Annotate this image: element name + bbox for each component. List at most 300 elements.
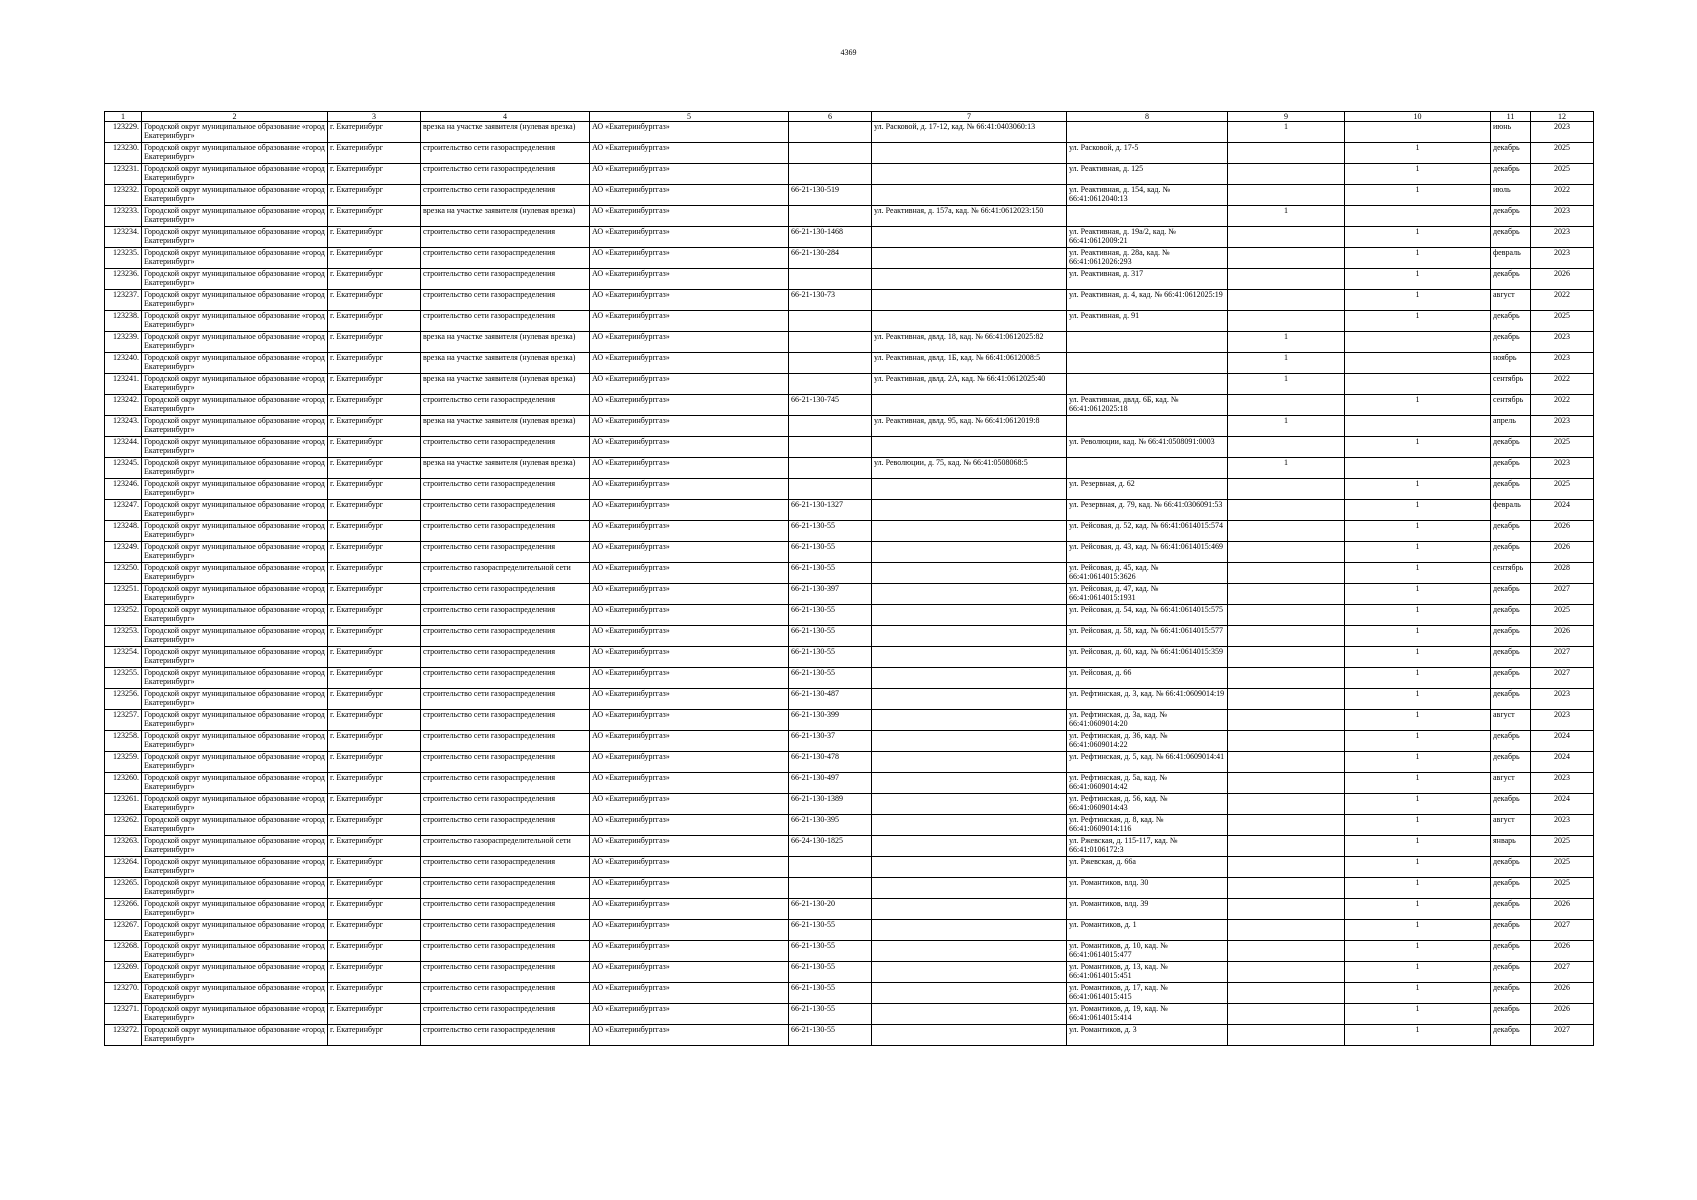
cell-municipality: Городской округ муниципальное образование «город Екатеринбург»: [142, 710, 328, 731]
cell-row-number: 123263.: [105, 836, 142, 857]
cell-municipality: Городской округ муниципальное образование «город Екатеринбург»: [142, 206, 328, 227]
cell-organization: АО «Екатеринбурггаз»: [590, 542, 789, 563]
cell-year: 2026: [1531, 1004, 1594, 1025]
cell-network-address: ул. Романтиков, д. 19, кад. № 66:41:0614015:414: [1067, 1004, 1228, 1025]
cell-row-number: 123252.: [105, 605, 142, 626]
cell-network-address: ул. Романтиков, д. 3: [1067, 1025, 1228, 1046]
cell-municipality: Городской округ муниципальное образование «город Екатеринбург»: [142, 1004, 328, 1025]
table-row: [105, 605, 1594, 626]
cell-connections-applicant: [1228, 290, 1345, 311]
cell-applicant-address: [872, 605, 1067, 626]
cell-year: 2024: [1531, 500, 1594, 521]
cell-month: август: [1491, 290, 1531, 311]
cell-connections-applicant: [1228, 248, 1345, 269]
cell-connections-applicant: [1228, 962, 1345, 983]
cell-row-number: 123239.: [105, 332, 142, 353]
cell-year: 2022: [1531, 185, 1594, 206]
cell-connections-network: 1: [1345, 920, 1491, 941]
cell-locality: г. Екатеринбург: [328, 563, 421, 584]
cell-applicant-address: [872, 311, 1067, 332]
column-header: 3: [328, 112, 421, 122]
cell-applicant-address: ул. Реактивная, двлд. 95, кад. № 66:41:0612019:8: [872, 416, 1067, 437]
cell-network-address: ул. Рейсовая, д. 66: [1067, 668, 1228, 689]
table-row: [105, 248, 1594, 269]
cell-locality: г. Екатеринбург: [328, 521, 421, 542]
cell-connections-applicant: [1228, 815, 1345, 836]
cell-month: сентябрь: [1491, 563, 1531, 584]
cell-month: декабрь: [1491, 752, 1531, 773]
cell-month: апрель: [1491, 416, 1531, 437]
cell-work-type: врезка на участке заявителя (нулевая врезка): [421, 416, 590, 437]
cell-connections-applicant: [1228, 752, 1345, 773]
cell-work-type: строительство сети газораспределения: [421, 269, 590, 290]
cell-work-type: строительство сети газораспределения: [421, 164, 590, 185]
cell-connections-applicant: [1228, 899, 1345, 920]
cell-applicant-address: [872, 437, 1067, 458]
cell-connections-applicant: [1228, 878, 1345, 899]
table-row: [105, 1025, 1594, 1046]
cell-connections-network: [1345, 458, 1491, 479]
cell-work-type: строительство сети газораспределения: [421, 437, 590, 458]
cell-project-code: [789, 332, 872, 353]
cell-month: декабрь: [1491, 269, 1531, 290]
cell-connections-network: [1345, 416, 1491, 437]
cell-network-address: ул. Романтиков, д. 10, кад. № 66:41:0614015:477: [1067, 941, 1228, 962]
table-row: [105, 899, 1594, 920]
cell-work-type: строительство сети газораспределения: [421, 584, 590, 605]
cell-row-number: 123244.: [105, 437, 142, 458]
table-row: [105, 332, 1594, 353]
cell-organization: АО «Екатеринбурггаз»: [590, 941, 789, 962]
cell-connections-network: 1: [1345, 878, 1491, 899]
column-header: 6: [789, 112, 872, 122]
cell-month: декабрь: [1491, 143, 1531, 164]
cell-organization: АО «Екатеринбурггаз»: [590, 773, 789, 794]
cell-project-code: [789, 122, 872, 143]
cell-organization: АО «Екатеринбурггаз»: [590, 815, 789, 836]
cell-locality: г. Екатеринбург: [328, 500, 421, 521]
cell-network-address: ул. Реактивная, д. 19а/2, кад. № 66:41:0612009:21: [1067, 227, 1228, 248]
cell-applicant-address: [872, 983, 1067, 1004]
cell-connections-applicant: [1228, 983, 1345, 1004]
cell-row-number: 123264.: [105, 857, 142, 878]
cell-organization: АО «Екатеринбурггаз»: [590, 500, 789, 521]
cell-municipality: Городской округ муниципальное образование «город Екатеринбург»: [142, 983, 328, 1004]
cell-organization: АО «Екатеринбурггаз»: [590, 206, 789, 227]
cell-applicant-address: [872, 269, 1067, 290]
cell-applicant-address: [872, 1004, 1067, 1025]
page-number: 4369: [840, 48, 857, 57]
cell-network-address: ул. Революции, кад. № 66:41:0508091:0003: [1067, 437, 1228, 458]
cell-project-code: 66-21-130-399: [789, 710, 872, 731]
cell-year: 2026: [1531, 521, 1594, 542]
cell-month: сентябрь: [1491, 395, 1531, 416]
cell-network-address: [1067, 458, 1228, 479]
cell-municipality: Городской округ муниципальное образование «город Екатеринбург»: [142, 941, 328, 962]
table-row: [105, 143, 1594, 164]
cell-network-address: ул. Реактивная, д. 28а, кад. № 66:41:0612026:293: [1067, 248, 1228, 269]
cell-connections-applicant: [1228, 794, 1345, 815]
cell-municipality: Городской округ муниципальное образование «город Екатеринбург»: [142, 458, 328, 479]
cell-project-code: 66-21-130-37: [789, 731, 872, 752]
cell-year: 2025: [1531, 605, 1594, 626]
cell-applicant-address: [872, 836, 1067, 857]
cell-work-type: строительство сети газораспределения: [421, 542, 590, 563]
cell-network-address: ул. Ржевская, д. 115-117, кад. № 66:41:0106172:3: [1067, 836, 1228, 857]
cell-locality: г. Екатеринбург: [328, 626, 421, 647]
table-row: [105, 437, 1594, 458]
cell-connections-applicant: 1: [1228, 458, 1345, 479]
cell-municipality: Городской округ муниципальное образование «город Екатеринбург»: [142, 290, 328, 311]
table-row: [105, 290, 1594, 311]
cell-municipality: Городской округ муниципальное образование «город Екатеринбург»: [142, 794, 328, 815]
cell-connections-applicant: [1228, 689, 1345, 710]
cell-applicant-address: [872, 857, 1067, 878]
column-header: 5: [590, 112, 789, 122]
cell-locality: г. Екатеринбург: [328, 248, 421, 269]
cell-locality: г. Екатеринбург: [328, 836, 421, 857]
cell-year: 2023: [1531, 458, 1594, 479]
cell-locality: г. Екатеринбург: [328, 941, 421, 962]
cell-row-number: 123236.: [105, 269, 142, 290]
cell-year: 2025: [1531, 143, 1594, 164]
cell-municipality: Городской округ муниципальное образование «город Екатеринбург»: [142, 773, 328, 794]
cell-work-type: строительство сети газораспределения: [421, 794, 590, 815]
cell-locality: г. Екатеринбург: [328, 353, 421, 374]
cell-row-number: 123229.: [105, 122, 142, 143]
table-row: [105, 395, 1594, 416]
cell-work-type: строительство сети газораспределения: [421, 290, 590, 311]
cell-locality: г. Екатеринбург: [328, 227, 421, 248]
cell-organization: АО «Екатеринбурггаз»: [590, 584, 789, 605]
cell-month: ноябрь: [1491, 353, 1531, 374]
cell-work-type: строительство сети газораспределения: [421, 899, 590, 920]
cell-project-code: 66-21-130-55: [789, 563, 872, 584]
cell-municipality: Городской округ муниципальное образование «город Екатеринбург»: [142, 878, 328, 899]
cell-work-type: строительство сети газораспределения: [421, 962, 590, 983]
cell-applicant-address: [872, 794, 1067, 815]
table-row: [105, 668, 1594, 689]
column-header: 12: [1531, 112, 1594, 122]
cell-work-type: врезка на участке заявителя (нулевая врезка): [421, 353, 590, 374]
cell-month: июнь: [1491, 122, 1531, 143]
cell-work-type: строительство сети газораспределения: [421, 941, 590, 962]
cell-locality: г. Екатеринбург: [328, 311, 421, 332]
cell-project-code: 66-21-130-497: [789, 773, 872, 794]
cell-row-number: 123241.: [105, 374, 142, 395]
cell-month: декабрь: [1491, 689, 1531, 710]
cell-connections-network: 1: [1345, 962, 1491, 983]
cell-work-type: строительство сети газораспределения: [421, 878, 590, 899]
cell-connections-network: 1: [1345, 983, 1491, 1004]
cell-year: 2025: [1531, 311, 1594, 332]
cell-work-type: врезка на участке заявителя (нулевая врезка): [421, 332, 590, 353]
cell-locality: г. Екатеринбург: [328, 1004, 421, 1025]
cell-organization: АО «Екатеринбурггаз»: [590, 395, 789, 416]
cell-connections-network: 1: [1345, 500, 1491, 521]
cell-row-number: 123256.: [105, 689, 142, 710]
cell-organization: АО «Екатеринбурггаз»: [590, 920, 789, 941]
cell-locality: г. Екатеринбург: [328, 668, 421, 689]
cell-month: декабрь: [1491, 206, 1531, 227]
cell-network-address: ул. Рейсовая, д. 52, кад. № 66:41:0614015:574: [1067, 521, 1228, 542]
table-row: [105, 752, 1594, 773]
table-row: [105, 1004, 1594, 1025]
cell-organization: АО «Екатеринбурггаз»: [590, 458, 789, 479]
cell-connections-applicant: 1: [1228, 122, 1345, 143]
cell-row-number: 123266.: [105, 899, 142, 920]
cell-year: 2025: [1531, 836, 1594, 857]
cell-connections-network: 1: [1345, 227, 1491, 248]
cell-municipality: Городской округ муниципальное образование «город Екатеринбург»: [142, 815, 328, 836]
cell-locality: г. Екатеринбург: [328, 857, 421, 878]
cell-connections-network: 1: [1345, 689, 1491, 710]
cell-municipality: Городской округ муниципальное образование «город Екатеринбург»: [142, 185, 328, 206]
cell-row-number: 123231.: [105, 164, 142, 185]
cell-row-number: 123269.: [105, 962, 142, 983]
cell-month: декабрь: [1491, 311, 1531, 332]
cell-locality: г. Екатеринбург: [328, 269, 421, 290]
cell-connections-applicant: [1228, 920, 1345, 941]
cell-connections-applicant: 1: [1228, 416, 1345, 437]
cell-month: декабрь: [1491, 920, 1531, 941]
table-row: [105, 185, 1594, 206]
cell-applicant-address: ул. Революции, д. 75, кад. № 66:41:0508068:5: [872, 458, 1067, 479]
cell-row-number: 123250.: [105, 563, 142, 584]
cell-municipality: Городской округ муниципальное образование «город Екатеринбург»: [142, 584, 328, 605]
cell-year: 2022: [1531, 395, 1594, 416]
cell-applicant-address: [872, 542, 1067, 563]
cell-organization: АО «Екатеринбурггаз»: [590, 857, 789, 878]
cell-row-number: 123243.: [105, 416, 142, 437]
cell-row-number: 123251.: [105, 584, 142, 605]
register-table: [104, 111, 1594, 1046]
cell-work-type: строительство сети газораспределения: [421, 647, 590, 668]
cell-organization: АО «Екатеринбурггаз»: [590, 143, 789, 164]
cell-month: декабрь: [1491, 437, 1531, 458]
cell-project-code: [789, 164, 872, 185]
cell-organization: АО «Екатеринбурггаз»: [590, 983, 789, 1004]
cell-work-type: строительство сети газораспределения: [421, 479, 590, 500]
cell-applicant-address: [872, 1025, 1067, 1046]
cell-year: 2026: [1531, 626, 1594, 647]
cell-municipality: Городской округ муниципальное образование «город Екатеринбург»: [142, 311, 328, 332]
cell-network-address: ул. Рефтинская, д. 3а, кад. № 66:41:0609014:20: [1067, 710, 1228, 731]
cell-locality: г. Екатеринбург: [328, 164, 421, 185]
cell-month: декабрь: [1491, 521, 1531, 542]
cell-locality: г. Екатеринбург: [328, 143, 421, 164]
cell-connections-applicant: [1228, 500, 1345, 521]
cell-year: 2026: [1531, 542, 1594, 563]
cell-connections-applicant: [1228, 311, 1345, 332]
cell-connections-network: 1: [1345, 794, 1491, 815]
cell-network-address: [1067, 122, 1228, 143]
table-row: [105, 122, 1594, 143]
cell-year: 2023: [1531, 416, 1594, 437]
cell-locality: г. Екатеринбург: [328, 794, 421, 815]
cell-row-number: 123272.: [105, 1025, 142, 1046]
cell-network-address: [1067, 332, 1228, 353]
cell-municipality: Городской округ муниципальное образование «город Екатеринбург»: [142, 1025, 328, 1046]
cell-row-number: 123230.: [105, 143, 142, 164]
cell-work-type: строительство сети газораспределения: [421, 731, 590, 752]
cell-row-number: 123262.: [105, 815, 142, 836]
table-row: [105, 815, 1594, 836]
cell-organization: АО «Екатеринбурггаз»: [590, 437, 789, 458]
cell-network-address: [1067, 416, 1228, 437]
cell-month: декабрь: [1491, 857, 1531, 878]
cell-connections-applicant: [1228, 1025, 1345, 1046]
column-header: 10: [1345, 112, 1491, 122]
cell-connections-network: 1: [1345, 563, 1491, 584]
cell-work-type: строительство сети газораспределения: [421, 395, 590, 416]
cell-month: декабрь: [1491, 962, 1531, 983]
cell-year: 2023: [1531, 122, 1594, 143]
cell-connections-applicant: [1228, 542, 1345, 563]
cell-year: 2023: [1531, 206, 1594, 227]
cell-network-address: ул. Рейсовая, д. 54, кад. № 66:41:0614015:575: [1067, 605, 1228, 626]
cell-work-type: строительство газораспределительной сети: [421, 563, 590, 584]
column-header: 7: [872, 112, 1067, 122]
cell-network-address: ул. Рейсовая, д. 60, кад. № 66:41:0614015:359: [1067, 647, 1228, 668]
cell-project-code: 66-21-130-55: [789, 605, 872, 626]
cell-connections-applicant: [1228, 605, 1345, 626]
cell-connections-network: 1: [1345, 899, 1491, 920]
cell-organization: АО «Екатеринбурггаз»: [590, 731, 789, 752]
cell-month: декабрь: [1491, 584, 1531, 605]
cell-connections-network: 1: [1345, 773, 1491, 794]
cell-network-address: ул. Реактивная, д. 125: [1067, 164, 1228, 185]
cell-year: 2026: [1531, 269, 1594, 290]
cell-row-number: 123233.: [105, 206, 142, 227]
cell-connections-network: [1345, 332, 1491, 353]
cell-project-code: 66-21-130-55: [789, 1025, 872, 1046]
cell-work-type: строительство сети газораспределения: [421, 143, 590, 164]
cell-project-code: 66-21-130-519: [789, 185, 872, 206]
cell-work-type: строительство сети газораспределения: [421, 1025, 590, 1046]
column-header: 9: [1228, 112, 1345, 122]
column-header: 11: [1491, 112, 1531, 122]
cell-year: 2023: [1531, 227, 1594, 248]
cell-locality: г. Екатеринбург: [328, 899, 421, 920]
cell-locality: г. Екатеринбург: [328, 983, 421, 1004]
cell-work-type: врезка на участке заявителя (нулевая врезка): [421, 206, 590, 227]
cell-organization: АО «Екатеринбурггаз»: [590, 836, 789, 857]
cell-project-code: 66-21-130-73: [789, 290, 872, 311]
cell-year: 2027: [1531, 668, 1594, 689]
cell-project-code: 66-21-130-20: [789, 899, 872, 920]
cell-project-code: [789, 311, 872, 332]
table-row: [105, 542, 1594, 563]
cell-municipality: Городской округ муниципальное образование «город Екатеринбург»: [142, 143, 328, 164]
cell-municipality: Городской округ муниципальное образование «город Екатеринбург»: [142, 395, 328, 416]
cell-month: январь: [1491, 836, 1531, 857]
cell-project-code: 66-21-130-55: [789, 521, 872, 542]
cell-applicant-address: [872, 941, 1067, 962]
cell-applicant-address: [872, 773, 1067, 794]
cell-year: 2025: [1531, 437, 1594, 458]
cell-connections-network: 1: [1345, 479, 1491, 500]
cell-row-number: 123258.: [105, 731, 142, 752]
table-body: [105, 122, 1594, 1046]
table-row: [105, 983, 1594, 1004]
cell-month: декабрь: [1491, 1004, 1531, 1025]
cell-applicant-address: [872, 626, 1067, 647]
cell-network-address: [1067, 206, 1228, 227]
cell-connections-applicant: [1228, 269, 1345, 290]
cell-work-type: строительство сети газораспределения: [421, 920, 590, 941]
cell-month: декабрь: [1491, 332, 1531, 353]
cell-connections-applicant: [1228, 941, 1345, 962]
cell-organization: АО «Екатеринбурггаз»: [590, 416, 789, 437]
cell-project-code: 66-21-130-487: [789, 689, 872, 710]
cell-project-code: 66-21-130-55: [789, 920, 872, 941]
table-row: [105, 563, 1594, 584]
cell-row-number: 123232.: [105, 185, 142, 206]
cell-organization: АО «Екатеринбурггаз»: [590, 899, 789, 920]
cell-connections-applicant: [1228, 857, 1345, 878]
cell-year: 2023: [1531, 689, 1594, 710]
cell-municipality: Городской округ муниципальное образование «город Екатеринбург»: [142, 521, 328, 542]
cell-work-type: строительство сети газораспределения: [421, 857, 590, 878]
cell-connections-applicant: 1: [1228, 353, 1345, 374]
cell-network-address: [1067, 374, 1228, 395]
cell-work-type: строительство сети газораспределения: [421, 521, 590, 542]
table-row: [105, 794, 1594, 815]
cell-applicant-address: [872, 563, 1067, 584]
cell-organization: АО «Екатеринбурггаз»: [590, 353, 789, 374]
cell-month: сентябрь: [1491, 374, 1531, 395]
cell-locality: г. Екатеринбург: [328, 920, 421, 941]
cell-locality: г. Екатеринбург: [328, 416, 421, 437]
cell-work-type: строительство газораспределительной сети: [421, 836, 590, 857]
cell-work-type: строительство сети газораспределения: [421, 983, 590, 1004]
cell-network-address: ул. Романтиков, д. 13, кад. № 66:41:0614015:451: [1067, 962, 1228, 983]
cell-connections-network: 1: [1345, 731, 1491, 752]
cell-applicant-address: [872, 290, 1067, 311]
cell-organization: АО «Екатеринбурггаз»: [590, 794, 789, 815]
cell-project-code: [789, 878, 872, 899]
cell-project-code: [789, 437, 872, 458]
table-row: [105, 458, 1594, 479]
cell-network-address: ул. Рейсовая, д. 43, кад. № 66:41:0614015:469: [1067, 542, 1228, 563]
cell-work-type: строительство сети газораспределения: [421, 185, 590, 206]
cell-connections-network: 1: [1345, 1025, 1491, 1046]
cell-year: 2023: [1531, 773, 1594, 794]
table-row: [105, 269, 1594, 290]
cell-network-address: ул. Романтиков, влд. 30: [1067, 878, 1228, 899]
cell-locality: г. Екатеринбург: [328, 437, 421, 458]
cell-applicant-address: [872, 248, 1067, 269]
cell-organization: АО «Екатеринбурггаз»: [590, 164, 789, 185]
cell-month: декабрь: [1491, 1025, 1531, 1046]
cell-municipality: Городской округ муниципальное образование «город Екатеринбург»: [142, 122, 328, 143]
cell-municipality: Городской округ муниципальное образование «город Екатеринбург»: [142, 962, 328, 983]
table-row: [105, 689, 1594, 710]
cell-row-number: 123245.: [105, 458, 142, 479]
table-row: [105, 836, 1594, 857]
cell-applicant-address: [872, 647, 1067, 668]
table-row: [105, 500, 1594, 521]
cell-network-address: ул. Рейсовая, д. 45, кад. № 66:41:0614015:3626: [1067, 563, 1228, 584]
cell-connections-network: 1: [1345, 269, 1491, 290]
table-row: [105, 227, 1594, 248]
cell-row-number: 123260.: [105, 773, 142, 794]
cell-municipality: Городской округ муниципальное образование «город Екатеринбург»: [142, 668, 328, 689]
cell-year: 2023: [1531, 815, 1594, 836]
cell-applicant-address: ул. Реактивная, двлд. 1Б, кад. № 66:41:0612008:5: [872, 353, 1067, 374]
cell-connections-network: 1: [1345, 1004, 1491, 1025]
